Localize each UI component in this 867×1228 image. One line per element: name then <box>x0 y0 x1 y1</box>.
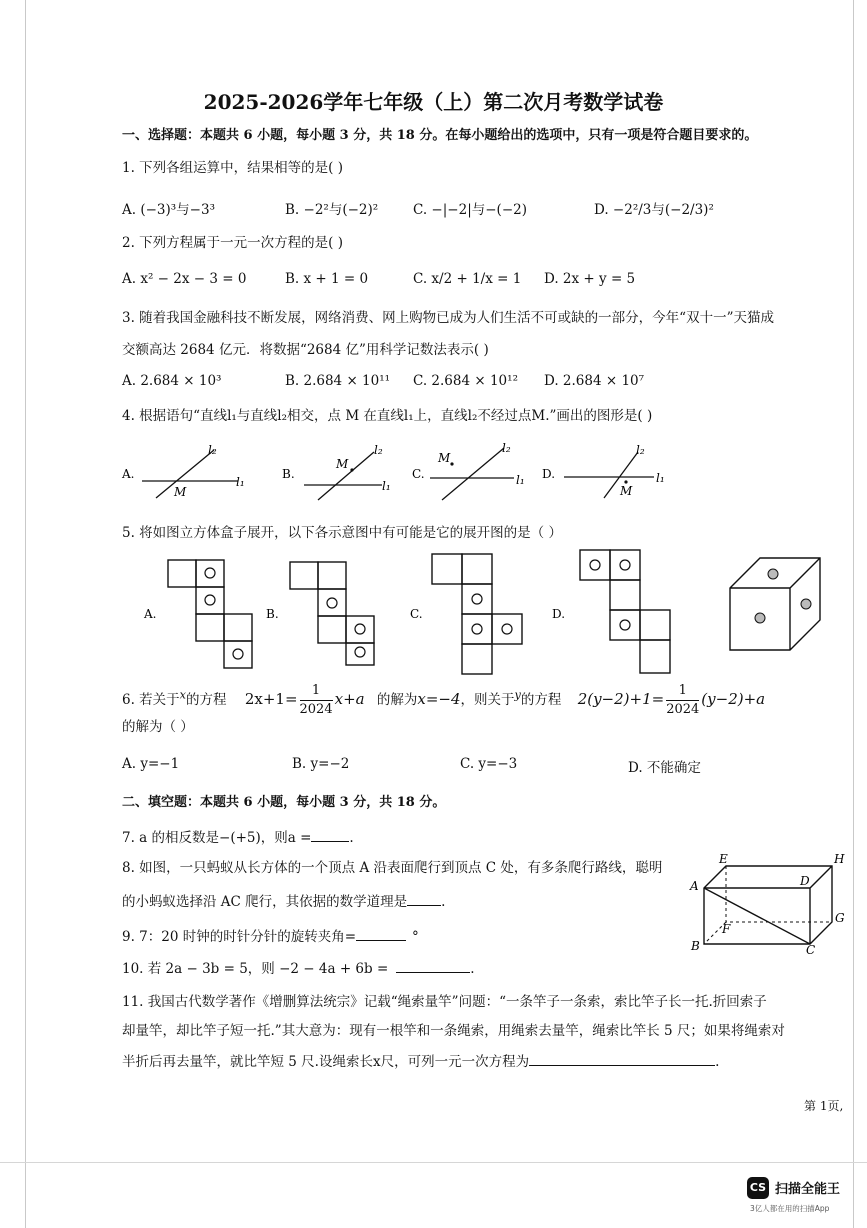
scan-edge-right <box>853 0 854 1228</box>
q4-b-label-l1: l₁ <box>382 479 391 493</box>
q6-eq2-right: (y−2)+a <box>701 690 766 708</box>
q8-vertex-b: B <box>691 939 700 953</box>
q1-option-b: B. −2²与(−2)² <box>285 202 379 218</box>
q11-stem-line2: 却量竿，却比竿子短一托.”其大意为：现有一根竿和一条绳索，用绳索去量竿，绳索比竿长 5 尺；如果将绳索对 <box>122 1023 785 1039</box>
q4-label-a: A. <box>122 467 135 481</box>
q5-label-c: C. <box>410 607 423 621</box>
section-1-heading: 一、选择题：本题共 6 小题，每小题 3 分，共 18 分。在每小题给出的选项中，只有一项是符合题目要求的。 <box>122 128 758 143</box>
q2-stem: 2. 下列方程属于一元一次方程的是( ) <box>122 235 343 251</box>
q11-stem-line1: 11. 我国古代数学著作《增删算法统宗》记载“绳索量竿”问题：“一条竿子一条索，索比竿子长一托.折回索子 <box>122 994 767 1010</box>
q8-end: . <box>441 894 446 910</box>
q6-solution: x=−4 <box>417 690 461 708</box>
q7-line <box>122 827 354 847</box>
q6-var-x: x <box>179 688 187 702</box>
q4-b-label-m: M <box>336 457 349 471</box>
q5-figures <box>140 548 830 678</box>
scanner-logo: CS <box>747 1177 769 1199</box>
q6-option-d: D. 不能确定 <box>628 760 701 776</box>
q8-line2 <box>122 891 445 911</box>
q4-b-label-l2: l₂ <box>374 443 383 457</box>
q6-eq1-left: 2x+1= <box>244 690 298 708</box>
q5-stem: 5. 将如图立方体盒子展开，以下各示意图中有可能是它的展开图的是（ ） <box>122 525 562 541</box>
q6-eq2-left: 2(y−2)+1= <box>577 690 665 708</box>
scanner-app-name: 扫描全能王 <box>775 1182 841 1197</box>
q1-option-c: C. −|−2|与−(−2) <box>413 202 527 218</box>
q6-option-c: C. y=−3 <box>460 756 518 772</box>
q11-end: . <box>715 1054 720 1070</box>
page-title: 2025-2026学年七年级（上）第二次月考数学试卷 <box>203 90 664 114</box>
q2-option-b: B. x + 1 = 0 <box>285 271 369 287</box>
q11-line3 <box>122 1051 719 1071</box>
q7-answer-blank[interactable] <box>311 827 349 842</box>
scan-edge-left <box>25 0 26 1228</box>
q4-c-point-m <box>450 462 453 465</box>
q1-option-d: D. −2²/3与(−2/3)² <box>594 202 714 218</box>
q7-stem: 7. a 的相反数是−(+5)，则a = <box>122 830 312 846</box>
section-2-heading: 二、填空题：本题共 6 小题，每小题 3 分，共 18 分。 <box>122 795 446 810</box>
q5-label-b: B. <box>266 607 279 621</box>
q6-text-fangcheng: 的方程 <box>186 692 227 708</box>
q11-stem-line3: 半折后再去量竿，就比竿短 5 尺.设绳索长x尺，可列一元一次方程为 <box>122 1054 530 1070</box>
q4-c-label-l2: l₂ <box>502 441 511 455</box>
q6-text-fangcheng2: 的方程 <box>520 692 562 708</box>
q6-frac2-den: 2024 <box>666 702 700 717</box>
q4-d-label-l2: l₂ <box>636 443 645 457</box>
page-number: 第 1页, <box>804 1099 844 1113</box>
q6-text-then: ，则关于 <box>460 692 515 708</box>
q6-stem-line1 <box>122 682 765 722</box>
q9-answer-blank[interactable] <box>356 926 406 941</box>
q8-vertex-f: F <box>722 922 731 936</box>
q10-stem: 10. 若 2a − 3b = 5，则 −2 − 4a + 6b = <box>122 961 389 977</box>
q6-frac-den: 2024 <box>299 702 333 717</box>
q8-vertex-e: E <box>719 852 728 866</box>
q6-option-b: B. y=−2 <box>292 756 350 772</box>
q8-answer-blank[interactable] <box>407 891 441 906</box>
q7-end: . <box>349 830 354 846</box>
scan-edge-bottom <box>0 1162 867 1163</box>
q2-option-c: C. x/2 + 1/x = 1 <box>413 271 522 287</box>
q6-option-a: A. y=−1 <box>122 756 180 772</box>
q6-eq1-right: x+a <box>334 690 365 708</box>
q9-stem: 9. 7：20 时钟的时针分针的旋转夹角= <box>122 929 357 945</box>
q4-c-line-l2 <box>442 448 504 500</box>
q3-option-b: B. 2.684 × 10¹¹ <box>285 373 391 389</box>
q4-a-label-m: M <box>174 485 187 499</box>
q6-frac-num: 1 <box>300 682 333 701</box>
q4-c-label-m: M <box>438 451 451 465</box>
q4-d-label-l1: l₁ <box>656 471 665 485</box>
q3-option-c: C. 2.684 × 10¹² <box>413 373 518 389</box>
q8-vertex-c: C <box>806 943 816 956</box>
q6-intro: 6. 若关于 <box>122 692 180 708</box>
q4-a-label-l1: l₁ <box>236 475 245 489</box>
q4-label-c: C. <box>412 467 425 481</box>
q4-a-label-l2: l₂ <box>208 443 217 457</box>
q2-option-d: D. 2x + y = 5 <box>544 271 636 287</box>
q4-label-d: D. <box>542 467 556 481</box>
q6-frac2-num: 1 <box>666 682 699 701</box>
scanner-tagline: 3亿人都在用的扫描App <box>750 1204 830 1213</box>
q4-figures <box>118 440 678 502</box>
q10-end: . <box>470 961 475 977</box>
q3-stem-line2: 交额高达 2684 亿元．将数据“2684 亿”用科学记数法表示( ) <box>122 342 489 358</box>
q10-answer-blank[interactable] <box>396 958 470 973</box>
q8-stem-line1: 8. 如图，一只蚂蚁从长方体的一个顶点 A 沿表面爬行到顶点 C 处，有多条爬行路线，聪明 <box>122 860 663 876</box>
q11-answer-blank[interactable] <box>529 1051 715 1066</box>
q3-option-d: D. 2.684 × 10⁷ <box>544 373 645 389</box>
q4-b-point-m <box>350 468 353 471</box>
q9-line <box>122 926 419 946</box>
q8-stem-line2: 的小蚂蚁选择沿 AC 爬行，其依据的数学道理是 <box>122 894 408 910</box>
q6-eq2-fraction <box>666 682 699 719</box>
q4-stem: 4. 根据语句“直线l₁与直线l₂相交，点 M 在直线l₁上，直线l₂不经过点M.”画出的图形是( ) <box>122 408 653 424</box>
q10-line <box>122 958 475 978</box>
q6-eq1-fraction <box>300 682 333 719</box>
q6-stem-line2: 的解为（ ） <box>122 719 194 735</box>
q3-option-a: A. 2.684 × 10³ <box>122 373 222 389</box>
q6-text-jie: 的解为 <box>376 692 418 708</box>
q5-label-a: A. <box>144 607 157 621</box>
q1-stem: 1. 下列各组运算中，结果相等的是( ) <box>122 160 343 176</box>
q2-option-a: A. x² − 2x − 3 = 0 <box>122 271 247 287</box>
q8-vertex-g: G <box>835 911 845 925</box>
q9-end: ° <box>412 929 419 945</box>
q4-label-b: B. <box>282 467 295 481</box>
q8-vertex-d: D <box>800 874 810 888</box>
q1-option-a: A. (−3)³与−3³ <box>122 202 215 218</box>
q6-var-y: y <box>514 688 521 702</box>
q8-cuboid-figure <box>686 852 852 956</box>
q8-vertex-h: H <box>834 852 845 866</box>
q4-d-label-m: M <box>620 484 633 498</box>
q3-stem-line1: 3. 随着我国金融科技不断发展，网络消费、网上购物已成为人们生活不可或缺的一部分，今年“双十一”天猫成 <box>122 310 774 326</box>
q5-label-d: D. <box>552 607 566 621</box>
q4-c-label-l1: l₁ <box>516 473 525 487</box>
q8-vertex-a: A <box>690 879 699 893</box>
